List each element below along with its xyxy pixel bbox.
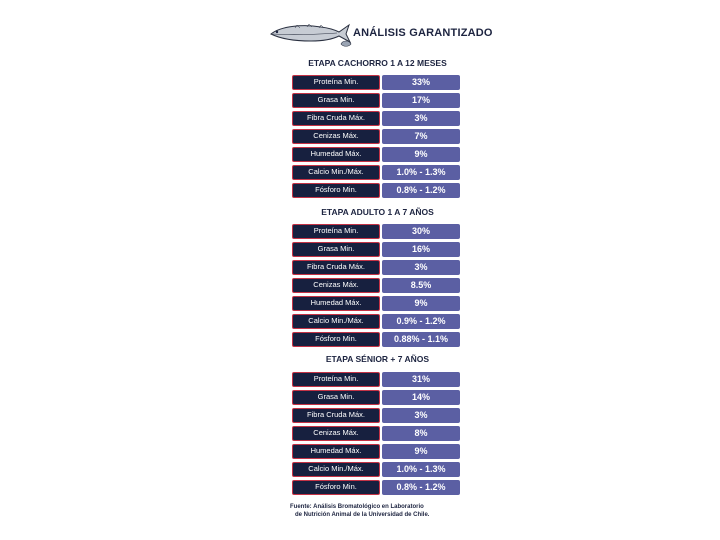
nutrient-value: 9% — [382, 147, 460, 162]
nutrient-row — [292, 444, 460, 459]
nutrient-label: Fósforo Min. — [292, 183, 380, 198]
nutrient-row — [292, 426, 460, 441]
nutrient-value: 30% — [382, 224, 460, 239]
nutrient-label: Cenizas Máx. — [292, 426, 380, 441]
nutrient-value: 31% — [382, 372, 460, 387]
nutrient-label: Proteína Min. — [292, 372, 380, 387]
nutrient-row — [292, 260, 460, 275]
nutrient-label: Proteína Min. — [292, 224, 380, 239]
nutrient-row — [292, 93, 460, 108]
nutrient-row — [292, 332, 460, 347]
nutrient-value: 3% — [382, 260, 460, 275]
nutrient-value: 9% — [382, 444, 460, 459]
nutrient-row — [292, 242, 460, 257]
nutrient-value: 17% — [382, 93, 460, 108]
nutrient-label: Grasa Min. — [292, 390, 380, 405]
stage-title: ETAPA ADULTO 1 A 7 AÑOS — [321, 207, 434, 217]
nutrient-value: 0.8% - 1.2% — [382, 480, 460, 495]
nutrient-label: Grasa Min. — [292, 242, 380, 257]
nutrient-row — [292, 278, 460, 293]
source-line-1: Fuente: Análisis Bromatológico en Laboratorio — [290, 504, 424, 510]
nutrient-label: Grasa Min. — [292, 93, 380, 108]
nutrient-label: Cenizas Máx. — [292, 278, 380, 293]
nutrient-value: 0.9% - 1.2% — [382, 314, 460, 329]
nutrient-label: Fibra Cruda Máx. — [292, 408, 380, 423]
nutrient-value: 1.0% - 1.3% — [382, 462, 460, 477]
nutrient-label: Fósforo Min. — [292, 480, 380, 495]
nutrient-value: 9% — [382, 296, 460, 311]
nutrient-label: Calcio Min./Máx. — [292, 462, 380, 477]
nutrient-label: Humedad Máx. — [292, 444, 380, 459]
nutrient-label: Humedad Máx. — [292, 296, 380, 311]
nutrient-label: Cenizas Máx. — [292, 129, 380, 144]
nutrient-row — [292, 147, 460, 162]
nutrient-label: Humedad Máx. — [292, 147, 380, 162]
nutrient-value: 8% — [382, 426, 460, 441]
nutrient-label: Calcio Min./Máx. — [292, 314, 380, 329]
nutrient-label: Fibra Cruda Máx. — [292, 111, 380, 126]
nutrient-row — [292, 224, 460, 239]
nutrient-value: 7% — [382, 129, 460, 144]
nutrient-label: Fósforo Min. — [292, 332, 380, 347]
nutrient-value: 8.5% — [382, 278, 460, 293]
nutrient-row — [292, 462, 460, 477]
stage-title: ETAPA SÉNIOR + 7 AÑOS — [325, 354, 430, 364]
nutrient-row — [292, 480, 460, 495]
stage-title: ETAPA CACHORRO 1 A 12 MESES — [308, 58, 447, 68]
page-title: ANÁLISIS GARANTIZADO — [353, 27, 493, 39]
nutrient-label: Fibra Cruda Máx. — [292, 260, 380, 275]
salmon-fish-icon — [267, 20, 355, 50]
nutrient-row — [292, 111, 460, 126]
nutrient-label: Calcio Min./Máx. — [292, 165, 380, 180]
nutrient-value: 0.8% - 1.2% — [382, 183, 460, 198]
nutrient-row — [292, 183, 460, 198]
nutrient-row — [292, 75, 460, 90]
nutrient-value: 1.0% - 1.3% — [382, 165, 460, 180]
nutrient-row — [292, 314, 460, 329]
nutrient-value: 16% — [382, 242, 460, 257]
nutrient-label: Proteína Min. — [292, 75, 380, 90]
nutrient-value: 33% — [382, 75, 460, 90]
source-line-2: de Nutrición Animal de la Universidad de Chile. — [295, 512, 430, 518]
nutrient-row — [292, 390, 460, 405]
source-note — [290, 503, 490, 519]
nutrient-row — [292, 408, 460, 423]
nutrient-row — [292, 165, 460, 180]
nutrient-row — [292, 296, 460, 311]
nutrient-row — [292, 372, 460, 387]
nutrient-value: 3% — [382, 408, 460, 423]
nutrient-value: 0.88% - 1.1% — [382, 332, 460, 347]
nutrient-value: 3% — [382, 111, 460, 126]
nutrient-value: 14% — [382, 390, 460, 405]
nutrient-row — [292, 129, 460, 144]
